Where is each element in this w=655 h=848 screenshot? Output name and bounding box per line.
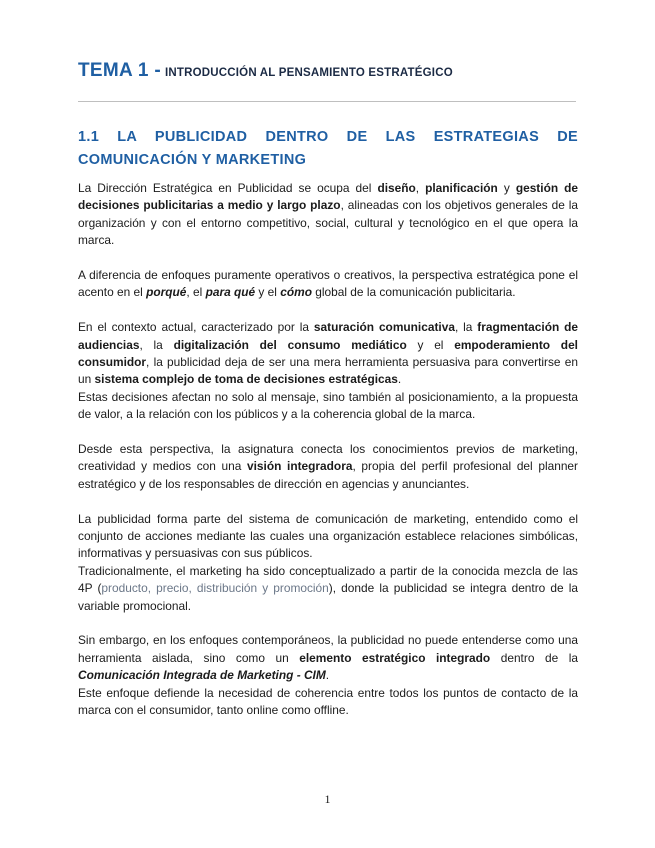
paragraph-3 <box>78 319 578 389</box>
paragraph-9: Este enfoque defiende la necesidad de coherencia entre todos los puntos de contacto de la marca con el consumidor, tanto online como offline. <box>78 685 578 718</box>
paragraph-4: Estas decisiones afectan no solo al mensaje, sino también al posicionamiento, a la propuesta de valor, a la relación con los públicos y a la coherencia global de la marca. <box>78 389 578 422</box>
bold-run: fragmentación de audiencias <box>78 320 579 352</box>
paragraph-6: La publicidad forma parte del sistema de comunicación de marketing, entendido como el conjunto de acciones mediante las cuales una organización establece relaciones simbólicas, informativas y persuasivas con sus públicos. <box>78 511 578 561</box>
text-run: A diferencia de enfoques puramente operativos o creativos, la perspectiva estratégica pone el acento en el <box>78 268 578 300</box>
bold-run: sistema complejo de toma de decisiones estratégicas <box>94 372 398 387</box>
muted-run: producto, precio, distribución y promoción <box>101 581 329 596</box>
chapter-number: TEMA 1 - <box>78 60 161 81</box>
paragraph-8 <box>78 632 578 684</box>
text-run: , la <box>454 320 478 335</box>
section-heading-line-2: COMUNICACIÓN Y MARKETING <box>78 152 307 168</box>
text-run: Tradicionalmente, el marketing ha sido conceptualizado a partir de la conocida mezcla de las 4P ( <box>78 563 578 596</box>
section-heading <box>78 126 578 172</box>
bold-run: diseño <box>377 181 416 195</box>
text-run: , alineadas con los objetivos generales de la organización y con el entorno competitivo, social, cultural y tecnológico en el que opera la marca. <box>78 198 579 248</box>
bold-run: gestión de decisiones publicitarias a medio y largo plazo <box>78 181 578 213</box>
text-run: y <box>497 181 516 195</box>
text-run: En el contexto actual, caracterizado por la <box>78 320 314 335</box>
text-run: ), donde la publicidad se integra dentro de la variable promocional. <box>78 581 579 613</box>
header-divider <box>78 101 576 102</box>
text-run: global de la comunicación publicitaria. <box>311 285 516 300</box>
paragraph-7 <box>78 563 578 615</box>
chapter-title <box>78 60 453 82</box>
bold-italic-run: para qué <box>205 285 256 300</box>
text-run: Desde esta perspectiva, la asignatura conecta los conocimientos previos de marketing, creatividad y medios con una <box>78 442 578 474</box>
bold-italic-run: porqué <box>146 285 187 300</box>
chapter-subtitle: INTRODUCCIÓN AL PENSAMIENTO ESTRATÉGICO <box>164 67 453 79</box>
paragraph-2 <box>78 267 578 302</box>
bold-run: empoderamiento del consumidor <box>78 337 578 370</box>
text-run: , el <box>186 285 206 300</box>
text-run: La Dirección Estratégica en Publicidad se ocupa del <box>78 181 378 195</box>
text-run: , la <box>139 337 174 352</box>
bold-italic-run: cómo <box>280 285 312 300</box>
text-run: , <box>415 181 426 195</box>
bold-run: digitalización del consumo mediático <box>173 337 407 352</box>
bold-run: elemento estratégico integrado <box>299 650 491 665</box>
body-text <box>78 180 578 737</box>
text-run: dentro de la <box>490 650 578 665</box>
text-run: . <box>325 668 330 683</box>
bold-run: planificación <box>425 181 498 195</box>
paragraph-1 <box>78 180 578 250</box>
text-run: , propia del perfil profesional del planner estratégico y de los responsables de dirección en agencias y anunciantes. <box>78 459 578 491</box>
text-run: y el <box>255 285 281 300</box>
bold-run: visión integradora <box>247 459 353 474</box>
paragraph-5 <box>78 441 578 493</box>
bold-run: saturación comunicativa <box>313 320 455 335</box>
text-run: , la publicidad deja de ser una mera herramienta persuasiva para convertirse en un <box>78 355 578 387</box>
text-run: . <box>397 372 402 387</box>
text-run: Sin embargo, en los enfoques contemporáneos, la publicidad no puede entenderse como una herramienta aislada, sino como un <box>78 633 578 665</box>
text-run: y el <box>406 337 455 352</box>
page-number: 1 <box>324 792 331 806</box>
section-heading-line-1: 1.1 LA PUBLICIDAD DENTRO DE LAS ESTRATEGIAS DE <box>78 129 578 145</box>
bold-italic-run: Comunicación Integrada de Marketing - CIM <box>78 668 326 683</box>
